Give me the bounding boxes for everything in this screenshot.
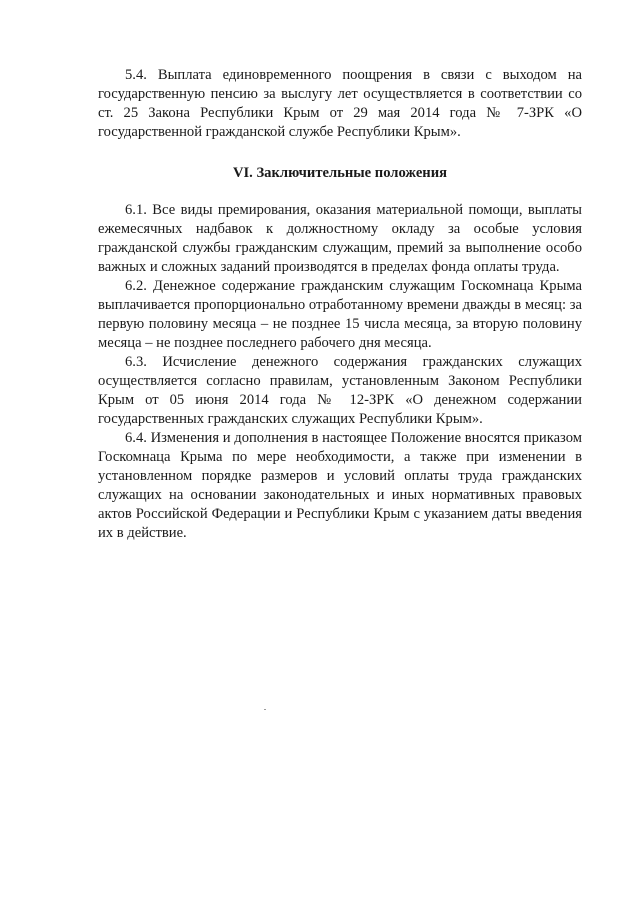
paragraph-5-4: 5.4. Выплата единовременного поощрения в связи с выходом на государственную пенсию за выслугу лет осуществляется в соответствии со ст. 25 Закона Республики Крым от 29 мая 2014 года № 7-ЗРК «О государственной гражданской службе Республики Крым». <box>98 67 582 140</box>
scan-speck <box>264 709 266 710</box>
document-page <box>98 66 582 543</box>
paragraph-6-2: 6.2. Денежное содержание гражданским служащим Госкомнаца Крыма выплачивается пропорционально отработанному времени дважды в месяц: за первую половину месяца – не позднее 15 числа месяца, за вторую половину месяца – не позднее последнего рабочего дня месяца. <box>98 278 582 351</box>
paragraph-6-4: 6.4. Изменения и дополнения в настоящее Положение вносятся приказом Госкомнаца Крыма по мере необходимости, а также при изменении в установленном порядке размеров и условий оплаты труда гражданских служащих на основании законодательных и иных нормативных правовых актов Российской Федерации и Республики Крым с указанием даты введения их в действие. <box>98 430 582 541</box>
section-heading: VI. Заключительные положения <box>232 165 448 181</box>
paragraph-6-1: 6.1. Все виды премирования, оказания материальной помощи, выплаты ежемесячных надбавок к должностному окладу за особые условия гражданской службы гражданским служащим, премий за выполнение особо важных и сложных заданий производятся в пределах фонда оплаты труда. <box>98 202 582 275</box>
paragraph-6-3: 6.3. Исчисление денежного содержания гражданских служащих осуществляется согласно правилам, установленным Законом Республики Крым от 05 июня 2014 года № 12-ЗРК «О денежном содержании государственных гражданских служащих Республики Крым». <box>98 354 582 427</box>
